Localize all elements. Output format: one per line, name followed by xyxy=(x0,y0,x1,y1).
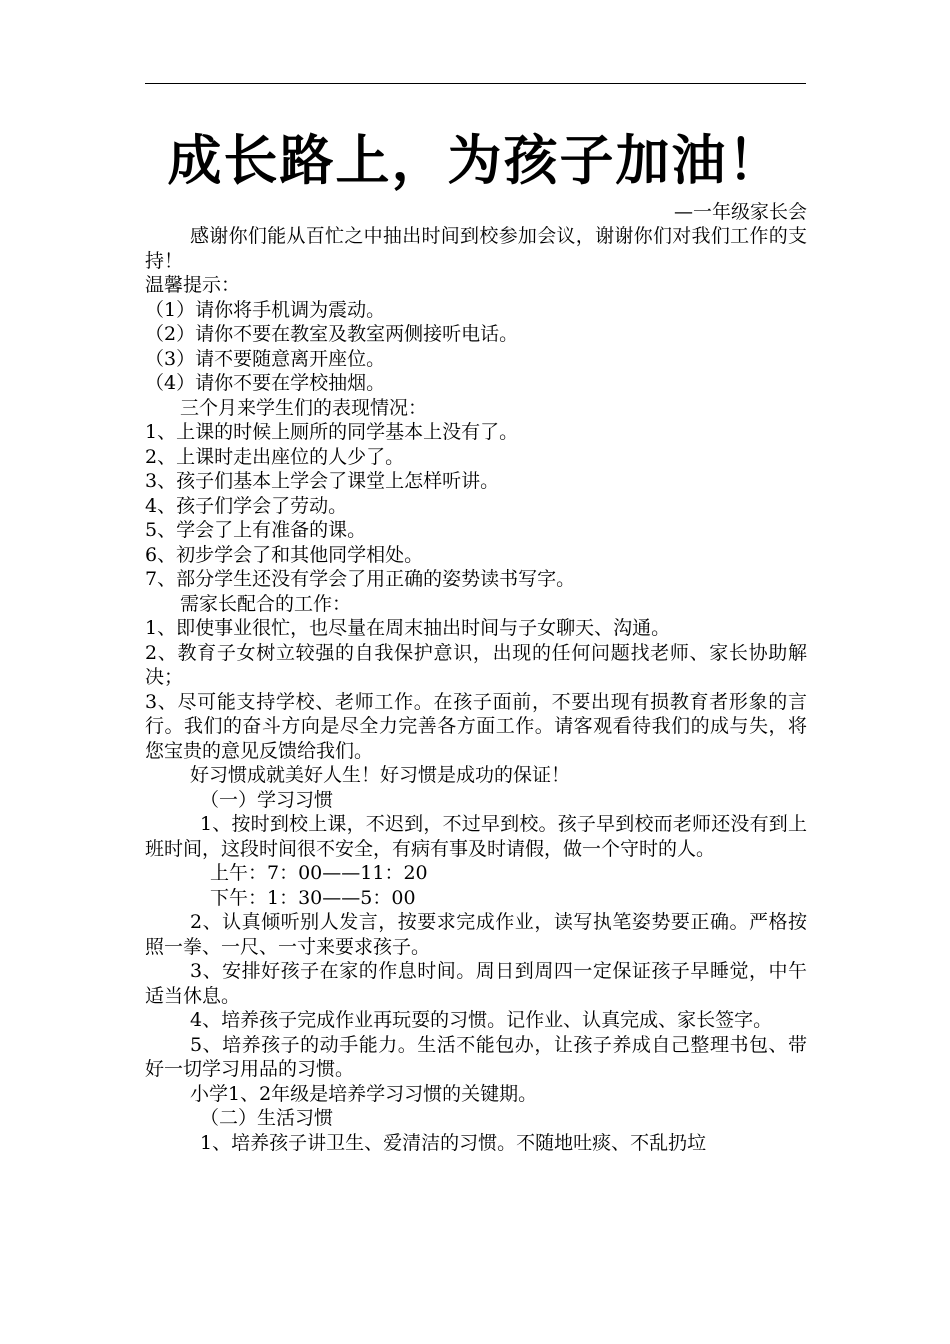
paragraph: 1、培养孩子讲卫生、爱清洁的习惯。不随地吐痰、不乱扔垃 xyxy=(200,1131,707,1154)
paragraph: 温馨提示： xyxy=(145,274,241,296)
paragraph: 2、教育子女树立较强的自我保护意识，出现的任何问题找老师、家长协助解决； xyxy=(145,641,807,688)
paragraph: 1、上课的时候上厕所的同学基本上没有了。 xyxy=(145,421,519,443)
paragraph: （3）请不要随意离开座位。 xyxy=(145,347,386,370)
paragraph: 1、按时到校上课，不迟到，不过早到校。孩子早到校而老师还没有到上班时间，这段时间很不安全，有病有事及时请假，做一个守时的人。 xyxy=(145,813,807,860)
paragraph: 2、上课时走出座位的人少了。 xyxy=(145,445,405,468)
paragraph: （2）请你不要在教室及教室两侧接听电话。 xyxy=(145,323,519,345)
paragraph: 上午：7：00——11：20 xyxy=(210,862,428,884)
paragraph: 感谢你们能从百忙之中抽出时间到校参加会议，谢谢你们对我们工作的支持！ xyxy=(145,225,807,272)
paragraph: 7、部分学生还没有学会了用正确的姿势读书写字。 xyxy=(145,568,576,590)
paragraph: （二）生活习惯 xyxy=(200,1107,334,1129)
paragraph: （1）请你将手机调为震动。 xyxy=(145,298,386,321)
paragraph: 3、安排好孩子在家的作息时间。周日到周四一定保证孩子早睡觉，中午适当休息。 xyxy=(145,960,807,1007)
paragraph: 5、学会了上有准备的课。 xyxy=(145,519,367,541)
paragraph: 5、培养孩子的动手能力。生活不能包办，让孩子养成自己整理书包、带好一切学习用品的习惯。 xyxy=(145,1033,807,1080)
paragraph: 三个月来学生们的表现情况： xyxy=(180,396,428,419)
paragraph: 2、认真倾听别人发言，按要求完成作业，读写执笔姿势要正确。严格按照一拳、一尺、一寸来要求孩子。 xyxy=(145,911,807,958)
paragraph: 3、尽可能支持学校、老师工作。在孩子面前，不要出现有损教育者形象的言行。我们的奋斗方向是尽全力完善各方面工作。请客观看待我们的成与失，将您宝贵的意见反馈给我们。 xyxy=(145,690,807,762)
paragraph: 3、孩子们基本上学会了课堂上怎样听讲。 xyxy=(145,470,500,492)
document-title: 成长路上，为孩子加油！ xyxy=(167,129,784,192)
paragraph: 下午：1：30——5：00 xyxy=(210,886,416,909)
paragraph: （4）请你不要在学校抽烟。 xyxy=(145,372,386,394)
header-rule xyxy=(145,83,806,84)
document-subtitle: —一年级家长会 xyxy=(673,201,807,223)
paragraph: （一）学习习惯 xyxy=(200,788,334,811)
paragraph: 需家长配合的工作： xyxy=(180,592,352,615)
paragraph: 6、初步学会了和其他同学相处。 xyxy=(145,543,424,566)
paragraph: 4、孩子们学会了劳动。 xyxy=(145,494,348,517)
paragraph: 小学1、2年级是培养学习习惯的关键期。 xyxy=(190,1082,538,1105)
paragraph: 1、即使事业很忙，也尽量在周末抽出时间与子女聊天、沟通。 xyxy=(145,617,671,639)
paragraph: 好习惯成就美好人生！好习惯是成功的保证！ xyxy=(190,764,571,786)
paragraph: 4、培养孩子完成作业再玩耍的习惯。记作业、认真完成、家长签字。 xyxy=(190,1009,773,1031)
document-body xyxy=(145,224,807,1155)
